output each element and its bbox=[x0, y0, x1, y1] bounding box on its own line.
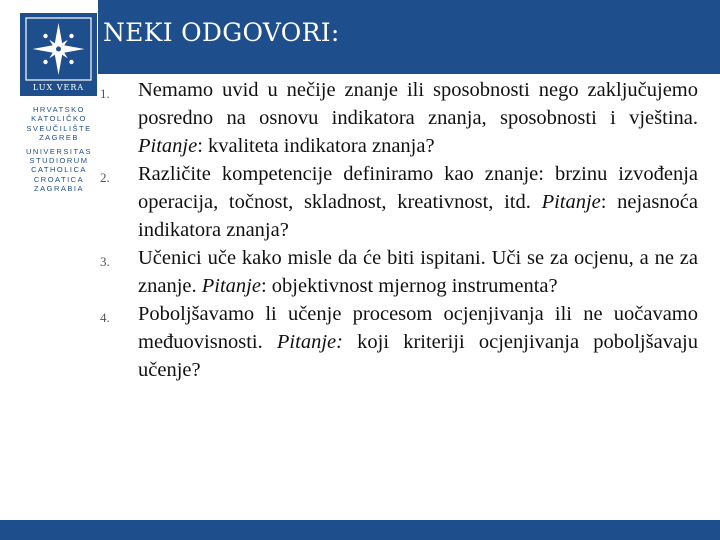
university-name-la-line: STUDIORUM bbox=[29, 156, 89, 166]
logo-panel bbox=[0, 0, 98, 540]
list-item bbox=[98, 300, 698, 384]
item-question: : nejasnoća indikatora znanja? bbox=[138, 191, 698, 241]
item-question-label: Pitanje bbox=[541, 191, 601, 213]
item-text: Nemamo uvid u nečije znanje ili sposobnosti nego zaključujemo posredno na osnovu indikatora znanja, sposobnosti i vještina. bbox=[138, 79, 698, 129]
university-name-la-line: CROATICA bbox=[33, 174, 85, 184]
slide-title: NEKI ODGOVORI: bbox=[103, 18, 340, 47]
item-question: koji kriteriji ocjenjivanja poboljšavaju učenje? bbox=[138, 331, 699, 381]
item-question: : objektivnost mjernog instrumenta? bbox=[260, 275, 558, 297]
item-text: Učenici uče kako misle da će biti ispitani. Uči se za ocjenu, a ne za znanje. bbox=[138, 247, 698, 297]
logo-motto: LUX VERA bbox=[32, 83, 85, 92]
answers-list bbox=[98, 76, 698, 384]
list-item bbox=[98, 160, 698, 244]
item-question-label: Pitanje bbox=[201, 275, 261, 297]
university-name-hr-line: SVEUČILIŠTE bbox=[26, 123, 92, 133]
item-number: 4. bbox=[100, 310, 110, 325]
university-name bbox=[22, 105, 96, 194]
item-text: Poboljšavamo li učenje procesom ocjenjivanja ili ne uočavamo međuovisnosti. bbox=[138, 303, 698, 353]
university-name-hr-line: HRVATSKO bbox=[32, 105, 85, 114]
university-name-hr-line: ZAGREB bbox=[39, 133, 79, 143]
item-question: : kvaliteta indikatora znanja? bbox=[197, 135, 435, 157]
university-name-hr-line: KATOLIČKO bbox=[31, 114, 87, 124]
item-number: 3. bbox=[100, 254, 110, 269]
list-item bbox=[98, 244, 698, 300]
university-logo bbox=[20, 13, 97, 96]
item-text: Različite kompetencije definiramo kao znanje: brzinu izvođenja operacija, točnost, skladnost, kreativnost, itd. bbox=[138, 163, 698, 213]
item-question-label: Pitanje bbox=[138, 135, 198, 157]
university-name-la-line: UNIVERSITAS bbox=[26, 146, 92, 156]
footer-bar bbox=[0, 520, 720, 540]
item-number: 2. bbox=[100, 170, 110, 185]
item-number: 1. bbox=[100, 86, 110, 101]
university-name-la-line: CATHOLICA bbox=[31, 165, 87, 175]
star-emblem-icon bbox=[20, 13, 97, 85]
university-name-la-line: ZAGRABIA bbox=[34, 184, 84, 194]
list-item bbox=[98, 76, 698, 160]
item-question-label: Pitanje: bbox=[276, 331, 343, 353]
